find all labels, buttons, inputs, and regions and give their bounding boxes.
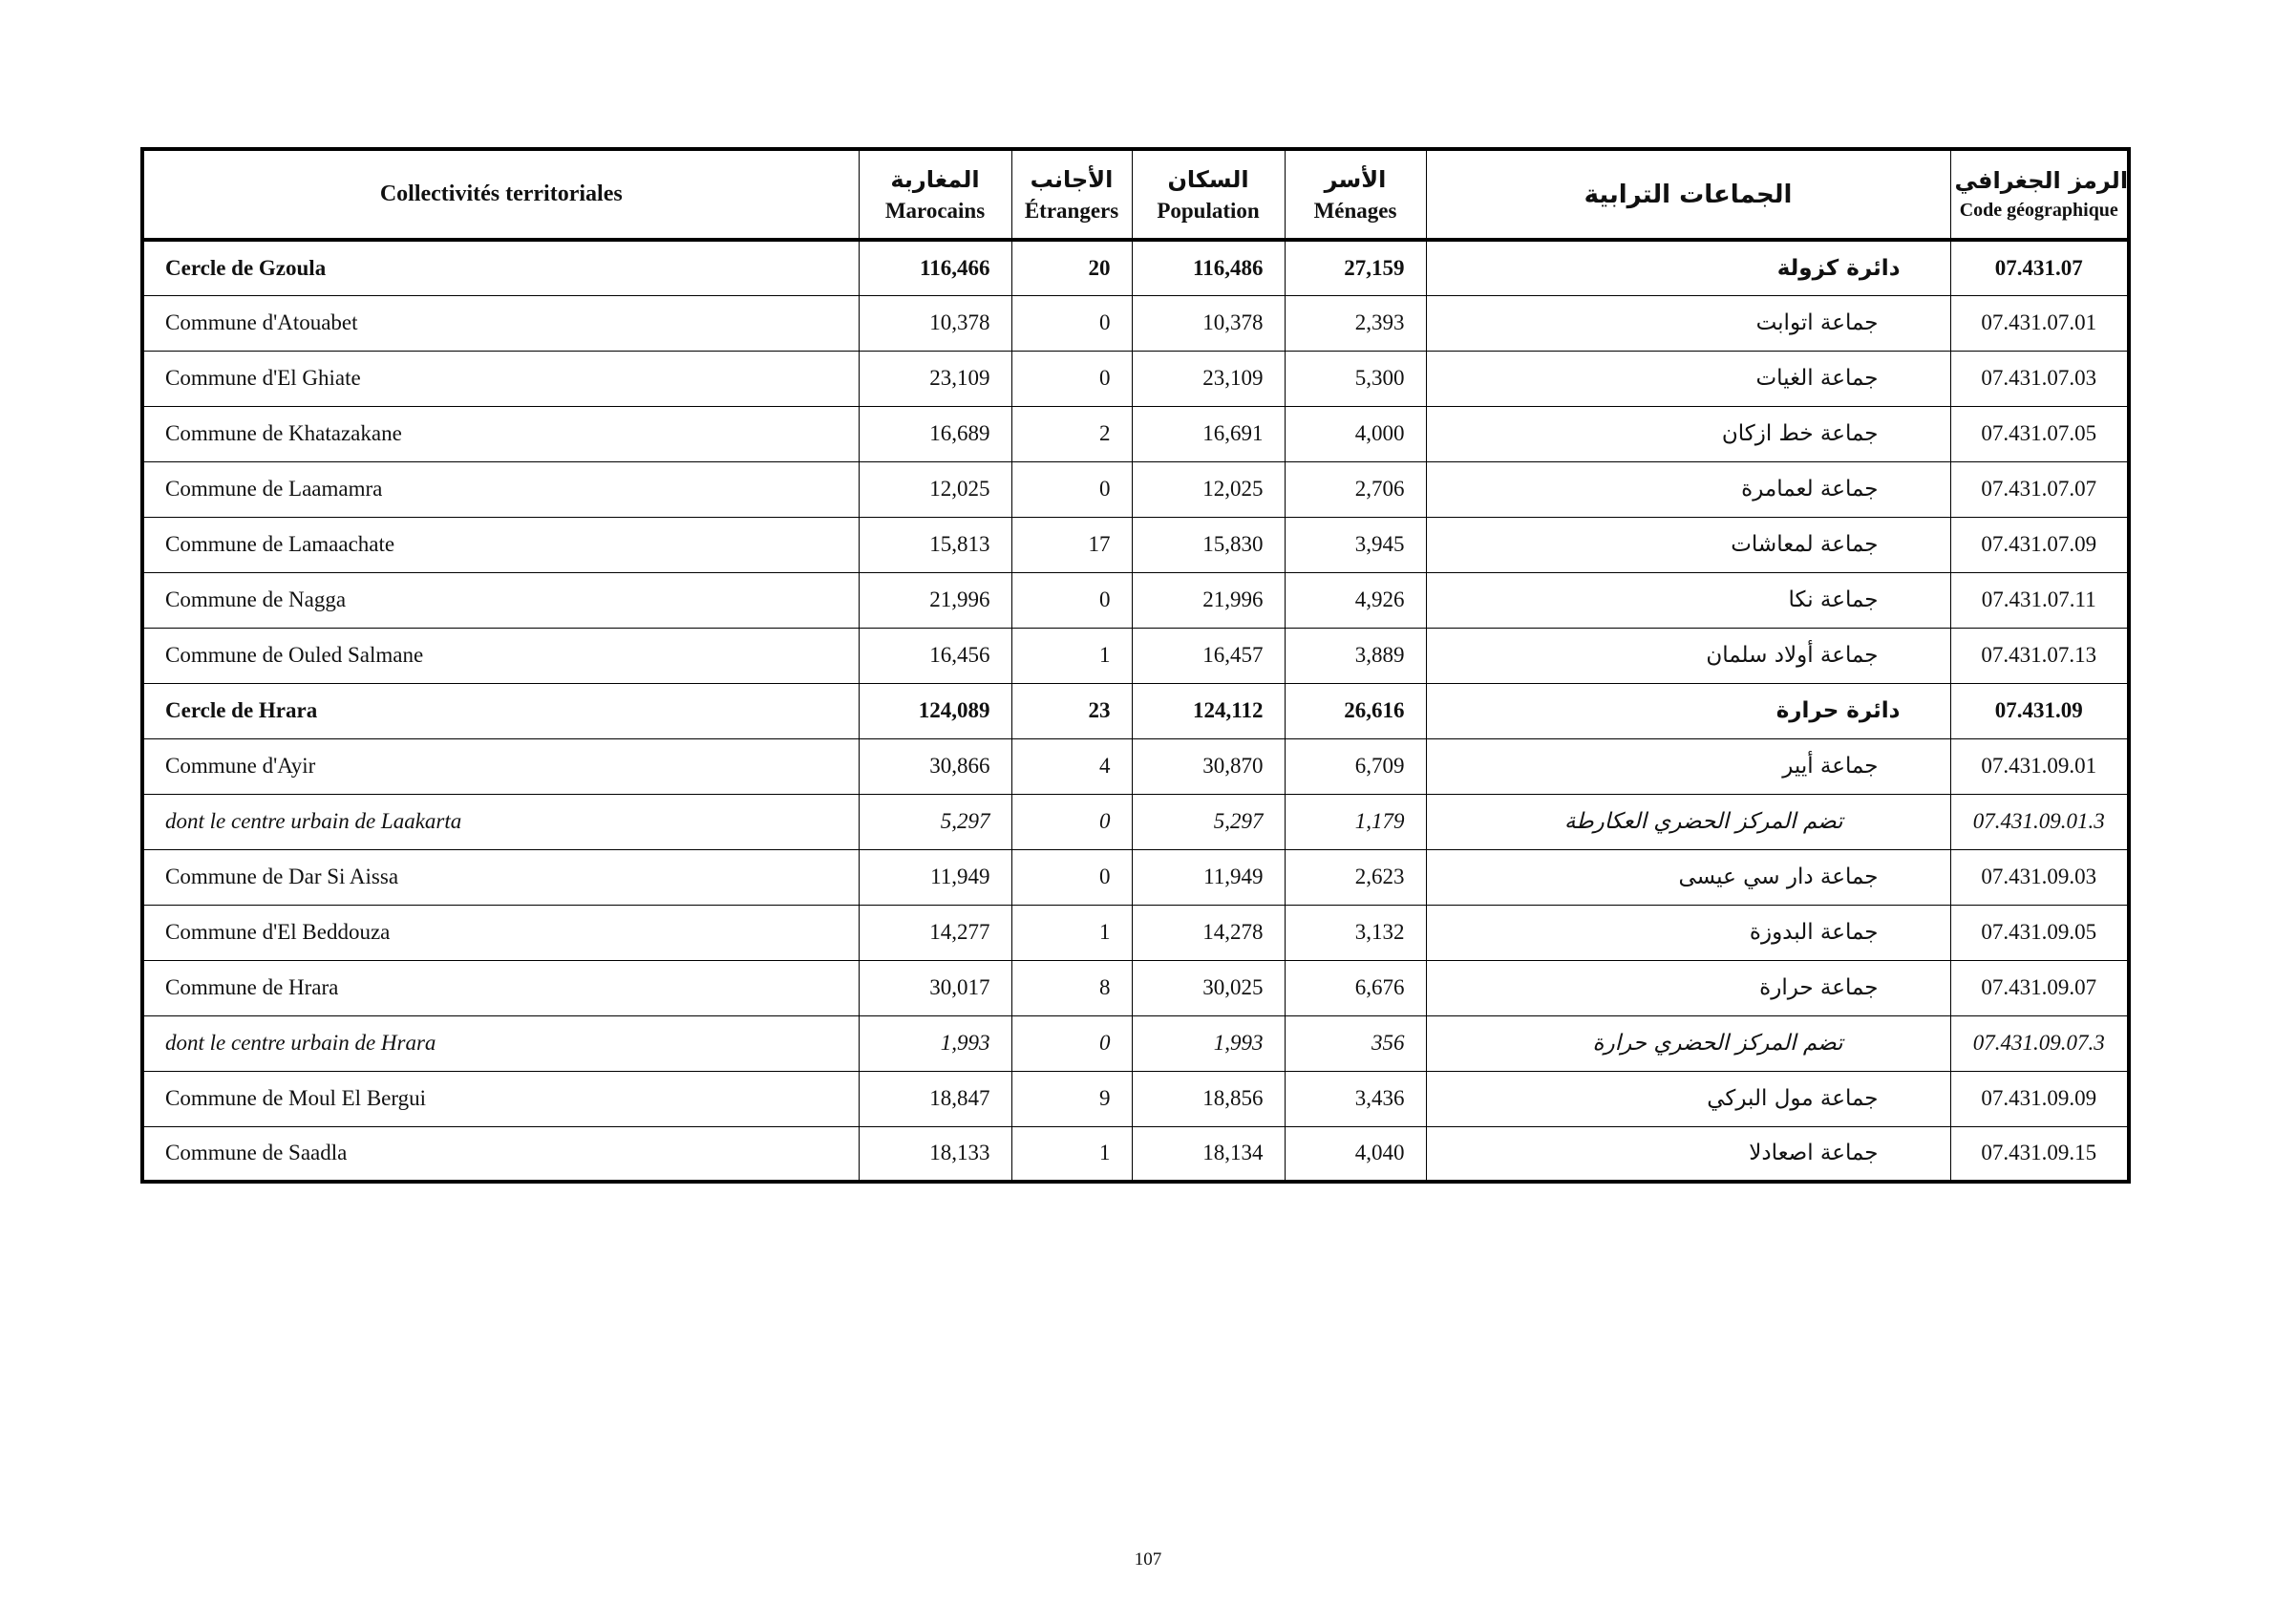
cell-etrangers: 0	[1011, 1015, 1132, 1071]
cell-code: 07.431.07.03	[1950, 351, 2129, 406]
header-marocains-fr: Marocains	[884, 198, 986, 223]
cell-etrangers: 1	[1011, 1126, 1132, 1182]
cell-collectivite: Cercle de Hrara	[142, 683, 859, 738]
cell-collectivite: Commune de Khatazakane	[142, 406, 859, 461]
cell-menages: 2,393	[1285, 295, 1426, 351]
cell-collectivite: dont le centre urbain de Laakarta	[142, 794, 859, 849]
cell-code: 07.431.07.05	[1950, 406, 2129, 461]
cell-menages: 356	[1285, 1015, 1426, 1071]
cell-jamaa-ar: جماعة لمعاشات	[1426, 517, 1950, 572]
centre-urbain-row	[142, 1015, 2129, 1071]
cell-marocains: 21,996	[859, 572, 1011, 628]
header-collectivites: Collectivités territoriales	[142, 149, 859, 240]
header-population-fr: Population	[1157, 198, 1260, 223]
cell-jamaa-ar: جماعة حرارة	[1426, 960, 1950, 1015]
cell-menages: 6,709	[1285, 738, 1426, 794]
header-population	[1132, 149, 1285, 240]
cell-collectivite: Commune de Nagga	[142, 572, 859, 628]
table-body	[142, 240, 2129, 1182]
cell-collectivite: Commune de Ouled Salmane	[142, 628, 859, 683]
header-code-ar: الرمز الجغرافي	[1954, 167, 2129, 194]
cell-menages: 3,889	[1285, 628, 1426, 683]
cell-population: 5,297	[1132, 794, 1285, 849]
cell-collectivite: Commune d'Ayir	[142, 738, 859, 794]
cell-collectivite: Commune de Moul El Bergui	[142, 1071, 859, 1126]
cell-code: 07.431.09.07	[1950, 960, 2129, 1015]
cell-marocains: 30,866	[859, 738, 1011, 794]
cell-population: 30,025	[1132, 960, 1285, 1015]
cell-collectivite: dont le centre urbain de Hrara	[142, 1015, 859, 1071]
cell-etrangers: 0	[1011, 351, 1132, 406]
commune-row	[142, 738, 2129, 794]
cell-jamaa-ar: دائرة حرارة	[1426, 683, 1950, 738]
cell-marocains: 15,813	[859, 517, 1011, 572]
cell-menages: 27,159	[1285, 240, 1426, 295]
cell-jamaa-ar: جماعة دار سي عيسى	[1426, 849, 1950, 905]
header-code	[1950, 149, 2129, 240]
cell-code: 07.431.09.15	[1950, 1126, 2129, 1182]
cell-marocains: 16,456	[859, 628, 1011, 683]
cell-menages: 4,040	[1285, 1126, 1426, 1182]
commune-row	[142, 572, 2129, 628]
cercle-row	[142, 683, 2129, 738]
cell-etrangers: 2	[1011, 406, 1132, 461]
header-marocains	[859, 149, 1011, 240]
header-jamaat-ar: الجماعات الترابية	[1584, 180, 1793, 209]
commune-row	[142, 461, 2129, 517]
cell-marocains: 16,689	[859, 406, 1011, 461]
cell-population: 23,109	[1132, 351, 1285, 406]
cell-code: 07.431.07.07	[1950, 461, 2129, 517]
cell-marocains: 124,089	[859, 683, 1011, 738]
table-header	[142, 149, 2129, 240]
cell-code: 07.431.09.09	[1950, 1071, 2129, 1126]
cell-menages: 3,436	[1285, 1071, 1426, 1126]
commune-row	[142, 295, 2129, 351]
commune-row	[142, 351, 2129, 406]
cell-marocains: 116,466	[859, 240, 1011, 295]
cell-population: 30,870	[1132, 738, 1285, 794]
commune-row	[142, 1126, 2129, 1182]
cell-jamaa-ar: جماعة أولاد سلمان	[1426, 628, 1950, 683]
cell-menages: 2,623	[1285, 849, 1426, 905]
cell-population: 15,830	[1132, 517, 1285, 572]
cell-collectivite: Commune d'Atouabet	[142, 295, 859, 351]
cell-marocains: 30,017	[859, 960, 1011, 1015]
cell-etrangers: 9	[1011, 1071, 1132, 1126]
cell-jamaa-ar: تضم المركز الحضري العكارطة	[1426, 794, 1950, 849]
cell-etrangers: 4	[1011, 738, 1132, 794]
header-code-fr: Code géographique	[1959, 200, 2118, 221]
cell-collectivite: Commune de Dar Si Aissa	[142, 849, 859, 905]
cell-menages: 6,676	[1285, 960, 1426, 1015]
cell-code: 07.431.09.01	[1950, 738, 2129, 794]
cell-collectivite: Commune de Laamamra	[142, 461, 859, 517]
commune-row	[142, 517, 2129, 572]
cell-jamaa-ar: جماعة لعمامرة	[1426, 461, 1950, 517]
cell-jamaa-ar: جماعة اتوابت	[1426, 295, 1950, 351]
header-marocains-ar: المغاربة	[890, 165, 980, 193]
cell-jamaa-ar: جماعة أيير	[1426, 738, 1950, 794]
header-menages	[1285, 149, 1426, 240]
cell-jamaa-ar: تضم المركز الحضري حرارة	[1426, 1015, 1950, 1071]
cell-marocains: 23,109	[859, 351, 1011, 406]
cell-etrangers: 1	[1011, 628, 1132, 683]
cell-code: 07.431.07	[1950, 240, 2129, 295]
centre-urbain-row	[142, 794, 2129, 849]
cell-population: 124,112	[1132, 683, 1285, 738]
commune-row	[142, 960, 2129, 1015]
cell-marocains: 18,847	[859, 1071, 1011, 1126]
cell-population: 11,949	[1132, 849, 1285, 905]
cell-code: 07.431.09.03	[1950, 849, 2129, 905]
cell-marocains: 18,133	[859, 1126, 1011, 1182]
cell-code: 07.431.09	[1950, 683, 2129, 738]
cell-etrangers: 0	[1011, 295, 1132, 351]
cell-population: 12,025	[1132, 461, 1285, 517]
commune-row	[142, 628, 2129, 683]
page-number: 107	[1134, 1549, 1162, 1570]
cell-etrangers: 23	[1011, 683, 1132, 738]
cell-jamaa-ar: جماعة اصعادلا	[1426, 1126, 1950, 1182]
cell-code: 07.431.09.05	[1950, 905, 2129, 960]
cell-code: 07.431.09.01.3	[1950, 794, 2129, 849]
cell-population: 14,278	[1132, 905, 1285, 960]
cell-etrangers: 1	[1011, 905, 1132, 960]
cell-population: 21,996	[1132, 572, 1285, 628]
cell-menages: 4,926	[1285, 572, 1426, 628]
cell-code: 07.431.07.13	[1950, 628, 2129, 683]
cell-population: 16,691	[1132, 406, 1285, 461]
cell-etrangers: 0	[1011, 572, 1132, 628]
cell-marocains: 5,297	[859, 794, 1011, 849]
cell-menages: 4,000	[1285, 406, 1426, 461]
cell-collectivite: Commune d'El Beddouza	[142, 905, 859, 960]
cell-jamaa-ar: دائرة كزولة	[1426, 240, 1950, 295]
cell-collectivite: Cercle de Gzoula	[142, 240, 859, 295]
commune-row	[142, 849, 2129, 905]
cell-menages: 1,179	[1285, 794, 1426, 849]
cell-jamaa-ar: جماعة خط ازكان	[1426, 406, 1950, 461]
cell-population: 18,856	[1132, 1071, 1285, 1126]
header-etrangers	[1011, 149, 1132, 240]
cell-population: 16,457	[1132, 628, 1285, 683]
cell-etrangers: 0	[1011, 461, 1132, 517]
census-table	[140, 147, 2131, 1184]
cell-code: 07.431.07.09	[1950, 517, 2129, 572]
header-menages-fr: Ménages	[1313, 198, 1397, 223]
commune-row	[142, 905, 2129, 960]
cell-population: 10,378	[1132, 295, 1285, 351]
cell-collectivite: Commune d'El Ghiate	[142, 351, 859, 406]
cell-menages: 5,300	[1285, 351, 1426, 406]
cell-menages: 3,132	[1285, 905, 1426, 960]
cell-collectivite: Commune de Lamaachate	[142, 517, 859, 572]
cell-population: 116,486	[1132, 240, 1285, 295]
header-etrangers-ar: الأجانب	[1030, 165, 1114, 193]
header-population-ar: السكان	[1167, 165, 1249, 193]
cell-code: 07.431.07.11	[1950, 572, 2129, 628]
header-etrangers-fr: Étrangers	[1024, 198, 1119, 223]
commune-row	[142, 406, 2129, 461]
cell-menages: 3,945	[1285, 517, 1426, 572]
cell-population: 18,134	[1132, 1126, 1285, 1182]
cell-marocains: 14,277	[859, 905, 1011, 960]
cell-menages: 2,706	[1285, 461, 1426, 517]
cell-jamaa-ar: جماعة الغيات	[1426, 351, 1950, 406]
header-row	[142, 149, 2129, 240]
cell-menages: 26,616	[1285, 683, 1426, 738]
header-jamaat	[1426, 149, 1950, 240]
cell-marocains: 1,993	[859, 1015, 1011, 1071]
cell-etrangers: 0	[1011, 794, 1132, 849]
cercle-row	[142, 240, 2129, 295]
cell-etrangers: 0	[1011, 849, 1132, 905]
cell-marocains: 12,025	[859, 461, 1011, 517]
cell-marocains: 10,378	[859, 295, 1011, 351]
cell-code: 07.431.09.07.3	[1950, 1015, 2129, 1071]
header-menages-ar: الأسر	[1324, 165, 1387, 193]
cell-jamaa-ar: جماعة نكا	[1426, 572, 1950, 628]
commune-row	[142, 1071, 2129, 1126]
cell-etrangers: 17	[1011, 517, 1132, 572]
cell-collectivite: Commune de Hrara	[142, 960, 859, 1015]
cell-etrangers: 8	[1011, 960, 1132, 1015]
cell-etrangers: 20	[1011, 240, 1132, 295]
cell-jamaa-ar: جماعة البدوزة	[1426, 905, 1950, 960]
cell-code: 07.431.07.01	[1950, 295, 2129, 351]
cell-jamaa-ar: جماعة مول البركي	[1426, 1071, 1950, 1126]
cell-collectivite: Commune de Saadla	[142, 1126, 859, 1182]
cell-population: 1,993	[1132, 1015, 1285, 1071]
cell-marocains: 11,949	[859, 849, 1011, 905]
